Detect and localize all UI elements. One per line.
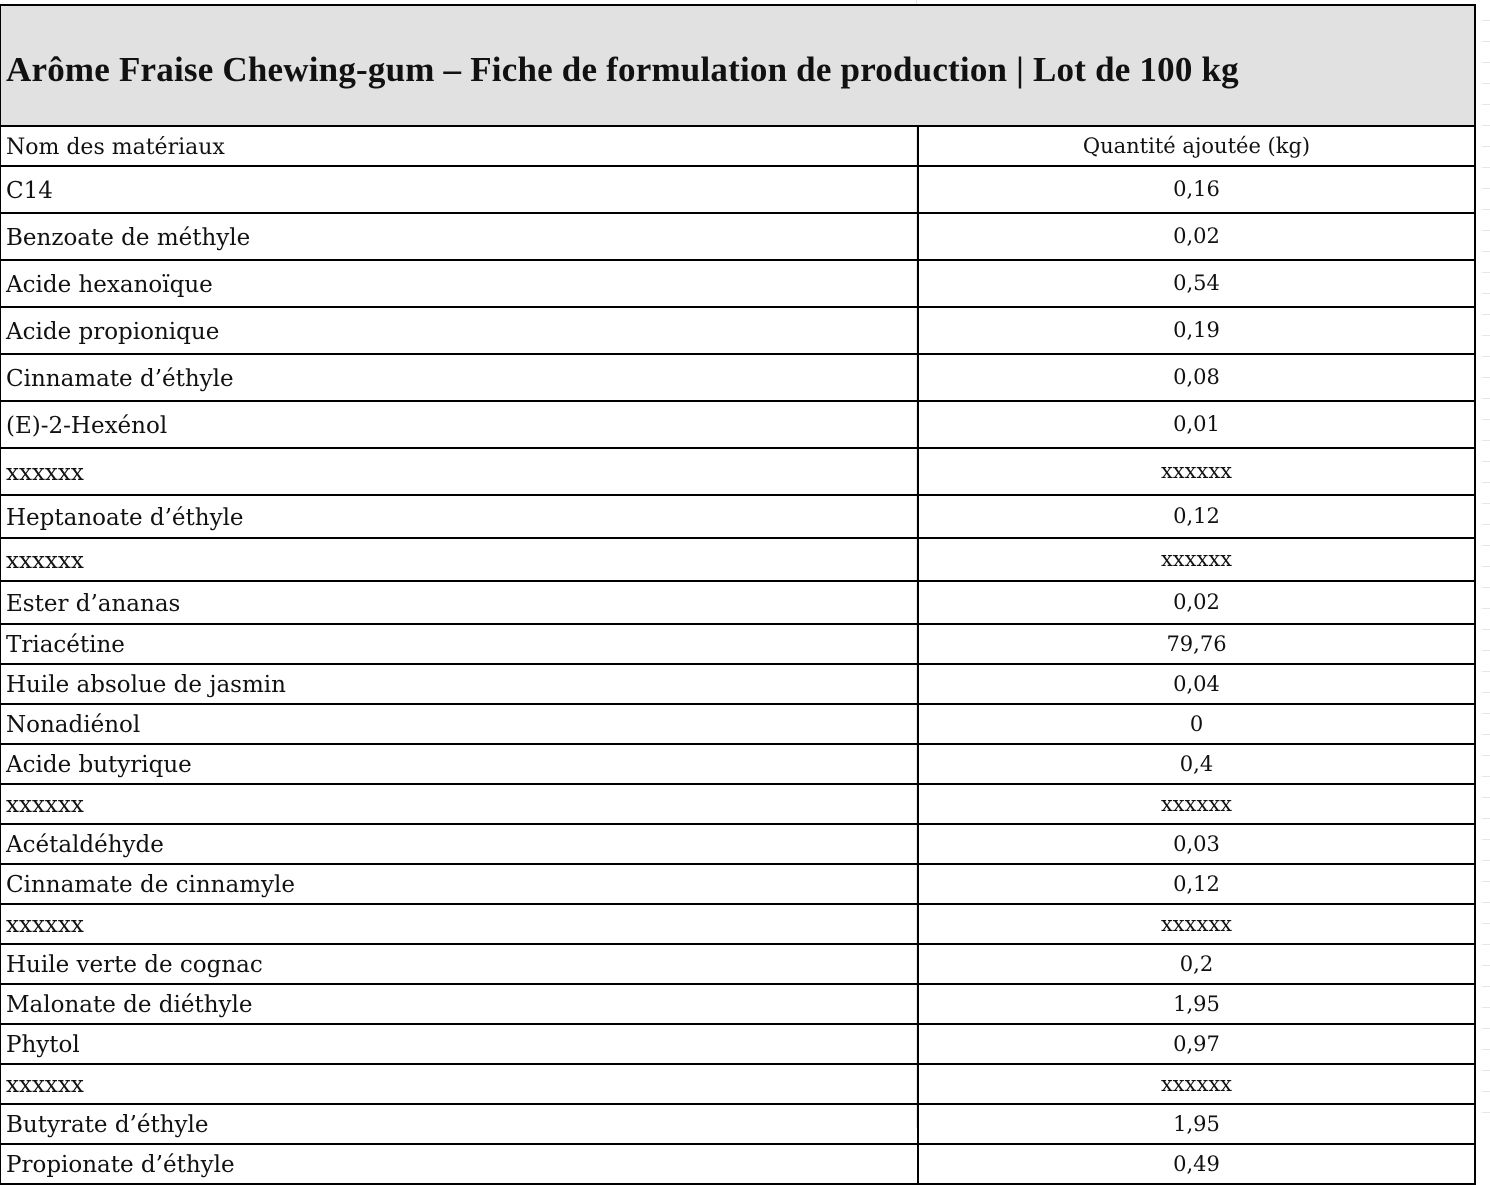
quantity-cell[interactable]: 0,54	[918, 260, 1475, 307]
quantity-cell[interactable]: 0,4	[918, 744, 1475, 784]
material-cell[interactable]: xxxxxx	[0, 448, 918, 495]
material-cell[interactable]: Cinnamate de cinnamyle	[0, 864, 918, 904]
quantity-cell[interactable]: xxxxxx	[918, 538, 1475, 581]
material-cell[interactable]: Heptanoate d’éthyle	[0, 495, 918, 538]
quantity-cell[interactable]: 0,08	[918, 354, 1475, 401]
table-row	[0, 784, 1475, 824]
material-cell[interactable]: xxxxxx	[0, 904, 918, 944]
material-cell[interactable]: Ester d’ananas	[0, 581, 918, 624]
material-cell[interactable]: xxxxxx	[0, 1064, 918, 1104]
table-row	[0, 864, 1475, 904]
material-cell[interactable]: Huile verte de cognac	[0, 944, 918, 984]
material-cell[interactable]: Propionate d’éthyle	[0, 1144, 918, 1184]
table-row	[0, 1064, 1475, 1104]
quantity-cell[interactable]: 0,02	[918, 213, 1475, 260]
quantity-column-header[interactable]: Quantité ajoutée (kg)	[918, 126, 1475, 166]
table-row	[0, 664, 1475, 704]
material-cell[interactable]: Acide hexanoïque	[0, 260, 918, 307]
table-row	[0, 213, 1475, 260]
material-cell[interactable]: Acide propionique	[0, 307, 918, 354]
material-cell[interactable]: (E)-2-Hexénol	[0, 401, 918, 448]
material-cell[interactable]: Acide butyrique	[0, 744, 918, 784]
column-header-row	[0, 126, 1475, 166]
table-row	[0, 704, 1475, 744]
quantity-cell[interactable]: 79,76	[918, 624, 1475, 664]
table-row	[0, 166, 1475, 213]
table-row	[0, 944, 1475, 984]
grid-edge	[1482, 0, 1490, 1128]
material-cell[interactable]: Cinnamate d’éthyle	[0, 354, 918, 401]
material-cell[interactable]: Nonadiénol	[0, 704, 918, 744]
table-row	[0, 744, 1475, 784]
quantity-cell[interactable]: 0,12	[918, 864, 1475, 904]
quantity-cell[interactable]: 0	[918, 704, 1475, 744]
material-cell[interactable]: Butyrate d’éthyle	[0, 1104, 918, 1144]
material-column-header[interactable]: Nom des matériaux	[0, 126, 918, 166]
table-row	[0, 354, 1475, 401]
quantity-cell[interactable]: 0,97	[918, 1024, 1475, 1064]
material-cell[interactable]: xxxxxx	[0, 538, 918, 581]
material-cell[interactable]: Benzoate de méthyle	[0, 213, 918, 260]
quantity-cell[interactable]: 0,04	[918, 664, 1475, 704]
quantity-cell[interactable]: 1,95	[918, 984, 1475, 1024]
quantity-cell[interactable]: xxxxxx	[918, 1064, 1475, 1104]
quantity-cell[interactable]: 0,12	[918, 495, 1475, 538]
quantity-cell[interactable]: 0,03	[918, 824, 1475, 864]
table-row	[0, 1024, 1475, 1064]
quantity-cell[interactable]: 0,02	[918, 581, 1475, 624]
quantity-cell[interactable]: 1,95	[918, 1104, 1475, 1144]
material-cell[interactable]: Malonate de diéthyle	[0, 984, 918, 1024]
material-cell[interactable]: Phytol	[0, 1024, 918, 1064]
quantity-cell[interactable]: xxxxxx	[918, 448, 1475, 495]
table-row	[0, 495, 1475, 538]
table-row	[0, 1104, 1475, 1144]
title-row	[0, 5, 1475, 126]
table-row	[0, 984, 1475, 1024]
table-row	[0, 538, 1475, 581]
table-row	[0, 448, 1475, 495]
material-cell[interactable]: xxxxxx	[0, 784, 918, 824]
table-row	[0, 824, 1475, 864]
quantity-cell[interactable]: xxxxxx	[918, 904, 1475, 944]
table-row	[0, 904, 1475, 944]
material-cell[interactable]: Acétaldéhyde	[0, 824, 918, 864]
material-cell[interactable]: Huile absolue de jasmin	[0, 664, 918, 704]
quantity-cell[interactable]: xxxxxx	[918, 784, 1475, 824]
table-row	[0, 260, 1475, 307]
quantity-cell[interactable]: 0,2	[918, 944, 1475, 984]
quantity-cell[interactable]: 0,19	[918, 307, 1475, 354]
quantity-cell[interactable]: 0,01	[918, 401, 1475, 448]
table-row	[0, 581, 1475, 624]
table-row	[0, 307, 1475, 354]
material-cell[interactable]: Triacétine	[0, 624, 918, 664]
quantity-cell[interactable]: 0,16	[918, 166, 1475, 213]
table-row	[0, 401, 1475, 448]
table-row	[0, 624, 1475, 664]
table-row	[0, 1144, 1475, 1184]
material-cell[interactable]: C14	[0, 166, 918, 213]
quantity-cell[interactable]: 0,49	[918, 1144, 1475, 1184]
sheet-title[interactable]: Arôme Fraise Chewing-gum – Fiche de formulation de production | Lot de 100 kg	[0, 5, 1475, 126]
formulation-table	[0, 4, 1476, 1185]
